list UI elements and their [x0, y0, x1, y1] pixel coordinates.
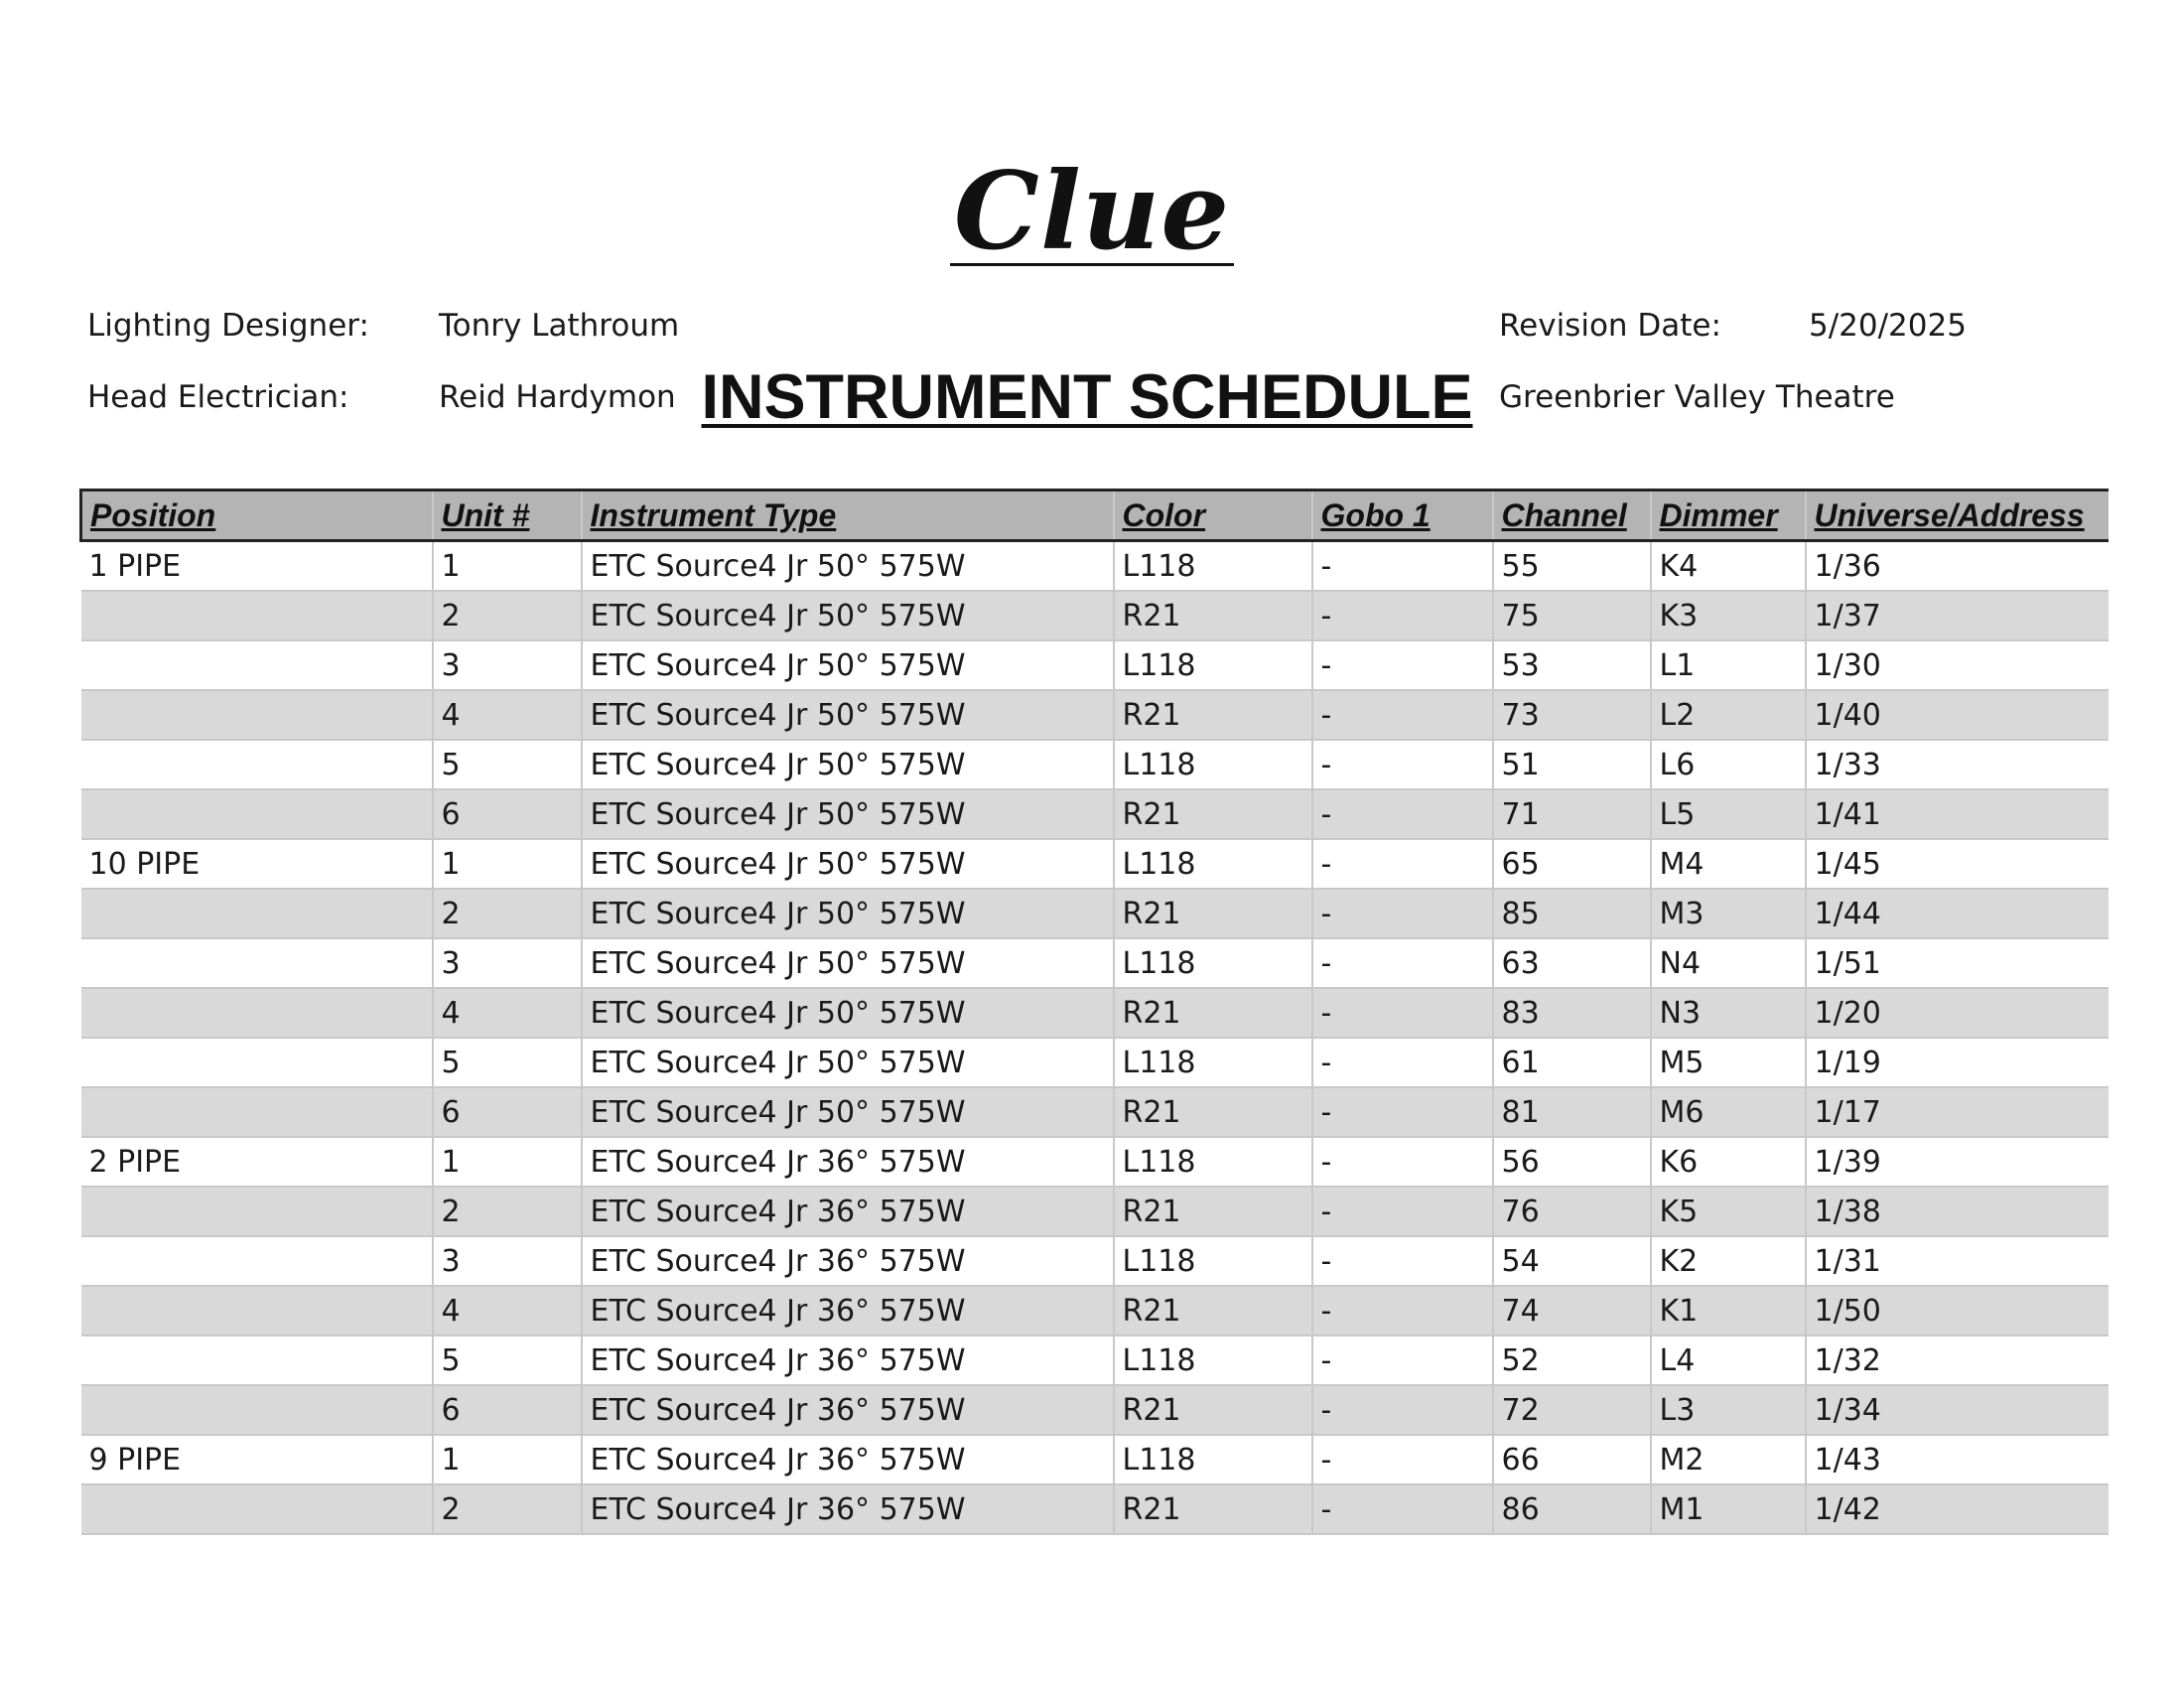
- table-row: [81, 889, 2109, 938]
- header-color: Color: [1114, 491, 1312, 541]
- table-row: [81, 1187, 2109, 1236]
- instrument-type-cell: ETC Source4 Jr 50° 575W: [582, 541, 1114, 592]
- table-body: [81, 541, 2109, 1535]
- color-cell: R21: [1114, 1385, 1312, 1435]
- channel-cell: 51: [1493, 740, 1651, 789]
- unit-cell: 5: [433, 1336, 582, 1385]
- position-cell: [81, 591, 433, 640]
- show-title-text: Clue: [950, 160, 1234, 266]
- gobo-cell: -: [1312, 1385, 1493, 1435]
- dimmer-cell: K5: [1651, 1187, 1806, 1236]
- instrument-type-cell: ETC Source4 Jr 50° 575W: [582, 938, 1114, 988]
- universe-address-cell: 1/34: [1806, 1385, 2109, 1435]
- dimmer-cell: K1: [1651, 1286, 1806, 1336]
- universe-address-cell: 1/30: [1806, 640, 2109, 690]
- dimmer-cell: L4: [1651, 1336, 1806, 1385]
- instrument-schedule-table: [79, 489, 2109, 1535]
- gobo-cell: -: [1312, 591, 1493, 640]
- color-cell: R21: [1114, 889, 1312, 938]
- table-header-row: [81, 491, 2109, 541]
- instrument-type-cell: ETC Source4 Jr 50° 575W: [582, 591, 1114, 640]
- unit-cell: 1: [433, 1137, 582, 1187]
- unit-cell: 6: [433, 1385, 582, 1435]
- color-cell: R21: [1114, 591, 1312, 640]
- show-title: [0, 149, 2184, 274]
- table-row: [81, 1435, 2109, 1484]
- universe-address-cell: 1/42: [1806, 1484, 2109, 1534]
- unit-cell: 5: [433, 740, 582, 789]
- channel-cell: 56: [1493, 1137, 1651, 1187]
- color-cell: R21: [1114, 690, 1312, 740]
- channel-cell: 54: [1493, 1236, 1651, 1286]
- color-cell: R21: [1114, 1087, 1312, 1137]
- universe-address-cell: 1/31: [1806, 1236, 2109, 1286]
- channel-cell: 85: [1493, 889, 1651, 938]
- instrument-type-cell: ETC Source4 Jr 36° 575W: [582, 1484, 1114, 1534]
- universe-address-cell: 1/19: [1806, 1038, 2109, 1087]
- universe-address-cell: 1/33: [1806, 740, 2109, 789]
- universe-address-cell: 1/41: [1806, 789, 2109, 839]
- revision-date-label: Revision Date:: [1499, 308, 1721, 344]
- unit-cell: 1: [433, 839, 582, 889]
- dimmer-cell: K3: [1651, 591, 1806, 640]
- channel-cell: 81: [1493, 1087, 1651, 1137]
- position-cell: [81, 1087, 433, 1137]
- gobo-cell: -: [1312, 889, 1493, 938]
- universe-address-cell: 1/38: [1806, 1187, 2109, 1236]
- color-cell: L118: [1114, 1038, 1312, 1087]
- color-cell: R21: [1114, 988, 1312, 1038]
- instrument-type-cell: ETC Source4 Jr 50° 575W: [582, 988, 1114, 1038]
- table-row: [81, 1336, 2109, 1385]
- instrument-type-cell: ETC Source4 Jr 36° 575W: [582, 1435, 1114, 1484]
- table-row: [81, 690, 2109, 740]
- gobo-cell: -: [1312, 1484, 1493, 1534]
- gobo-cell: -: [1312, 690, 1493, 740]
- position-cell: [81, 988, 433, 1038]
- universe-address-cell: 1/20: [1806, 988, 2109, 1038]
- table-row: [81, 988, 2109, 1038]
- color-cell: L118: [1114, 640, 1312, 690]
- color-cell: R21: [1114, 1286, 1312, 1336]
- unit-cell: 2: [433, 1187, 582, 1236]
- unit-cell: 1: [433, 541, 582, 592]
- dimmer-cell: K2: [1651, 1236, 1806, 1286]
- position-cell: [81, 1385, 433, 1435]
- unit-cell: 6: [433, 1087, 582, 1137]
- instrument-type-cell: ETC Source4 Jr 50° 575W: [582, 640, 1114, 690]
- table-row: [81, 1484, 2109, 1534]
- universe-address-cell: 1/44: [1806, 889, 2109, 938]
- dimmer-cell: L3: [1651, 1385, 1806, 1435]
- channel-cell: 72: [1493, 1385, 1651, 1435]
- dimmer-cell: M1: [1651, 1484, 1806, 1534]
- gobo-cell: -: [1312, 1187, 1493, 1236]
- instrument-type-cell: ETC Source4 Jr 36° 575W: [582, 1187, 1114, 1236]
- unit-cell: 2: [433, 1484, 582, 1534]
- universe-address-cell: 1/51: [1806, 938, 2109, 988]
- instrument-type-cell: ETC Source4 Jr 36° 575W: [582, 1336, 1114, 1385]
- position-cell: [81, 789, 433, 839]
- table-row: [81, 740, 2109, 789]
- table-row: [81, 1137, 2109, 1187]
- unit-cell: 5: [433, 1038, 582, 1087]
- universe-address-cell: 1/17: [1806, 1087, 2109, 1137]
- instrument-type-cell: ETC Source4 Jr 50° 575W: [582, 1087, 1114, 1137]
- color-cell: L118: [1114, 1236, 1312, 1286]
- instrument-type-cell: ETC Source4 Jr 50° 575W: [582, 839, 1114, 889]
- table-row: [81, 938, 2109, 988]
- lighting-designer-label: Lighting Designer:: [87, 308, 369, 344]
- instrument-type-cell: ETC Source4 Jr 36° 575W: [582, 1137, 1114, 1187]
- position-cell: [81, 740, 433, 789]
- unit-cell: 3: [433, 1236, 582, 1286]
- channel-cell: 74: [1493, 1286, 1651, 1336]
- gobo-cell: -: [1312, 839, 1493, 889]
- header-instrument-type: Instrument Type: [582, 491, 1114, 541]
- gobo-cell: -: [1312, 740, 1493, 789]
- gobo-cell: -: [1312, 1038, 1493, 1087]
- header-unit-number: Unit #: [433, 491, 582, 541]
- table-row: [81, 1087, 2109, 1137]
- position-cell: [81, 1484, 433, 1534]
- position-cell: [81, 1187, 433, 1236]
- gobo-cell: -: [1312, 1286, 1493, 1336]
- header-universe-address: Universe/Address: [1806, 491, 2109, 541]
- instrument-type-cell: ETC Source4 Jr 50° 575W: [582, 1038, 1114, 1087]
- table-row: [81, 789, 2109, 839]
- position-cell: 9 PIPE: [81, 1435, 433, 1484]
- unit-cell: 2: [433, 591, 582, 640]
- position-cell: 2 PIPE: [81, 1137, 433, 1187]
- channel-cell: 86: [1493, 1484, 1651, 1534]
- gobo-cell: -: [1312, 938, 1493, 988]
- position-cell: [81, 938, 433, 988]
- color-cell: R21: [1114, 1484, 1312, 1534]
- unit-cell: 2: [433, 889, 582, 938]
- position-cell: 1 PIPE: [81, 541, 433, 592]
- position-cell: [81, 690, 433, 740]
- color-cell: L118: [1114, 1137, 1312, 1187]
- table-row: [81, 640, 2109, 690]
- instrument-type-cell: ETC Source4 Jr 36° 575W: [582, 1286, 1114, 1336]
- channel-cell: 52: [1493, 1336, 1651, 1385]
- dimmer-cell: M6: [1651, 1087, 1806, 1137]
- color-cell: L118: [1114, 1336, 1312, 1385]
- dimmer-cell: M5: [1651, 1038, 1806, 1087]
- dimmer-cell: L6: [1651, 740, 1806, 789]
- unit-cell: 3: [433, 938, 582, 988]
- channel-cell: 65: [1493, 839, 1651, 889]
- universe-address-cell: 1/39: [1806, 1137, 2109, 1187]
- gobo-cell: -: [1312, 640, 1493, 690]
- gobo-cell: -: [1312, 988, 1493, 1038]
- channel-cell: 61: [1493, 1038, 1651, 1087]
- color-cell: L118: [1114, 740, 1312, 789]
- gobo-cell: -: [1312, 1435, 1493, 1484]
- revision-date-value: 5/20/2025: [1809, 308, 1967, 344]
- venue-name: Greenbrier Valley Theatre: [1499, 379, 1895, 415]
- instrument-type-cell: ETC Source4 Jr 50° 575W: [582, 740, 1114, 789]
- channel-cell: 83: [1493, 988, 1651, 1038]
- gobo-cell: -: [1312, 1236, 1493, 1286]
- gobo-cell: -: [1312, 789, 1493, 839]
- channel-cell: 71: [1493, 789, 1651, 839]
- universe-address-cell: 1/37: [1806, 591, 2109, 640]
- color-cell: L118: [1114, 938, 1312, 988]
- unit-cell: 4: [433, 690, 582, 740]
- header-dimmer: Dimmer: [1651, 491, 1806, 541]
- channel-cell: 76: [1493, 1187, 1651, 1236]
- position-cell: [81, 1236, 433, 1286]
- gobo-cell: -: [1312, 1087, 1493, 1137]
- universe-address-cell: 1/43: [1806, 1435, 2109, 1484]
- position-cell: [81, 640, 433, 690]
- position-cell: [81, 1286, 433, 1336]
- universe-address-cell: 1/40: [1806, 690, 2109, 740]
- header-gobo-1: Gobo 1: [1312, 491, 1493, 541]
- header-channel: Channel: [1493, 491, 1651, 541]
- universe-address-cell: 1/45: [1806, 839, 2109, 889]
- schedule-title: INSTRUMENT SCHEDULE: [701, 362, 1473, 432]
- dimmer-cell: N3: [1651, 988, 1806, 1038]
- table-row: [81, 1286, 2109, 1336]
- channel-cell: 53: [1493, 640, 1651, 690]
- head-electrician-value: Reid Hardymon: [439, 379, 676, 415]
- instrument-type-cell: ETC Source4 Jr 50° 575W: [582, 789, 1114, 839]
- position-cell: [81, 1038, 433, 1087]
- dimmer-cell: N4: [1651, 938, 1806, 988]
- dimmer-cell: K4: [1651, 541, 1806, 592]
- table-row: [81, 839, 2109, 889]
- unit-cell: 6: [433, 789, 582, 839]
- instrument-type-cell: ETC Source4 Jr 36° 575W: [582, 1236, 1114, 1286]
- channel-cell: 63: [1493, 938, 1651, 988]
- dimmer-cell: L5: [1651, 789, 1806, 839]
- gobo-cell: -: [1312, 1137, 1493, 1187]
- universe-address-cell: 1/32: [1806, 1336, 2109, 1385]
- gobo-cell: -: [1312, 541, 1493, 592]
- table-row: [81, 591, 2109, 640]
- dimmer-cell: M2: [1651, 1435, 1806, 1484]
- unit-cell: 1: [433, 1435, 582, 1484]
- channel-cell: 75: [1493, 591, 1651, 640]
- channel-cell: 55: [1493, 541, 1651, 592]
- color-cell: R21: [1114, 1187, 1312, 1236]
- table-row: [81, 1236, 2109, 1286]
- gobo-cell: -: [1312, 1336, 1493, 1385]
- lighting-designer-value: Tonry Lathroum: [439, 308, 680, 344]
- dimmer-cell: K6: [1651, 1137, 1806, 1187]
- channel-cell: 73: [1493, 690, 1651, 740]
- position-cell: 10 PIPE: [81, 839, 433, 889]
- head-electrician-label: Head Electrician:: [87, 379, 349, 415]
- position-cell: [81, 889, 433, 938]
- dimmer-cell: M3: [1651, 889, 1806, 938]
- universe-address-cell: 1/50: [1806, 1286, 2109, 1336]
- color-cell: L118: [1114, 839, 1312, 889]
- table-row: [81, 541, 2109, 592]
- color-cell: L118: [1114, 1435, 1312, 1484]
- position-cell: [81, 1336, 433, 1385]
- dimmer-cell: M4: [1651, 839, 1806, 889]
- color-cell: L118: [1114, 541, 1312, 592]
- channel-cell: 66: [1493, 1435, 1651, 1484]
- table-row: [81, 1385, 2109, 1435]
- unit-cell: 4: [433, 1286, 582, 1336]
- universe-address-cell: 1/36: [1806, 541, 2109, 592]
- instrument-type-cell: ETC Source4 Jr 50° 575W: [582, 889, 1114, 938]
- unit-cell: 4: [433, 988, 582, 1038]
- color-cell: R21: [1114, 789, 1312, 839]
- header-position: Position: [81, 491, 433, 541]
- dimmer-cell: L1: [1651, 640, 1806, 690]
- instrument-type-cell: ETC Source4 Jr 36° 575W: [582, 1385, 1114, 1435]
- table-row: [81, 1038, 2109, 1087]
- dimmer-cell: L2: [1651, 690, 1806, 740]
- instrument-type-cell: ETC Source4 Jr 50° 575W: [582, 690, 1114, 740]
- unit-cell: 3: [433, 640, 582, 690]
